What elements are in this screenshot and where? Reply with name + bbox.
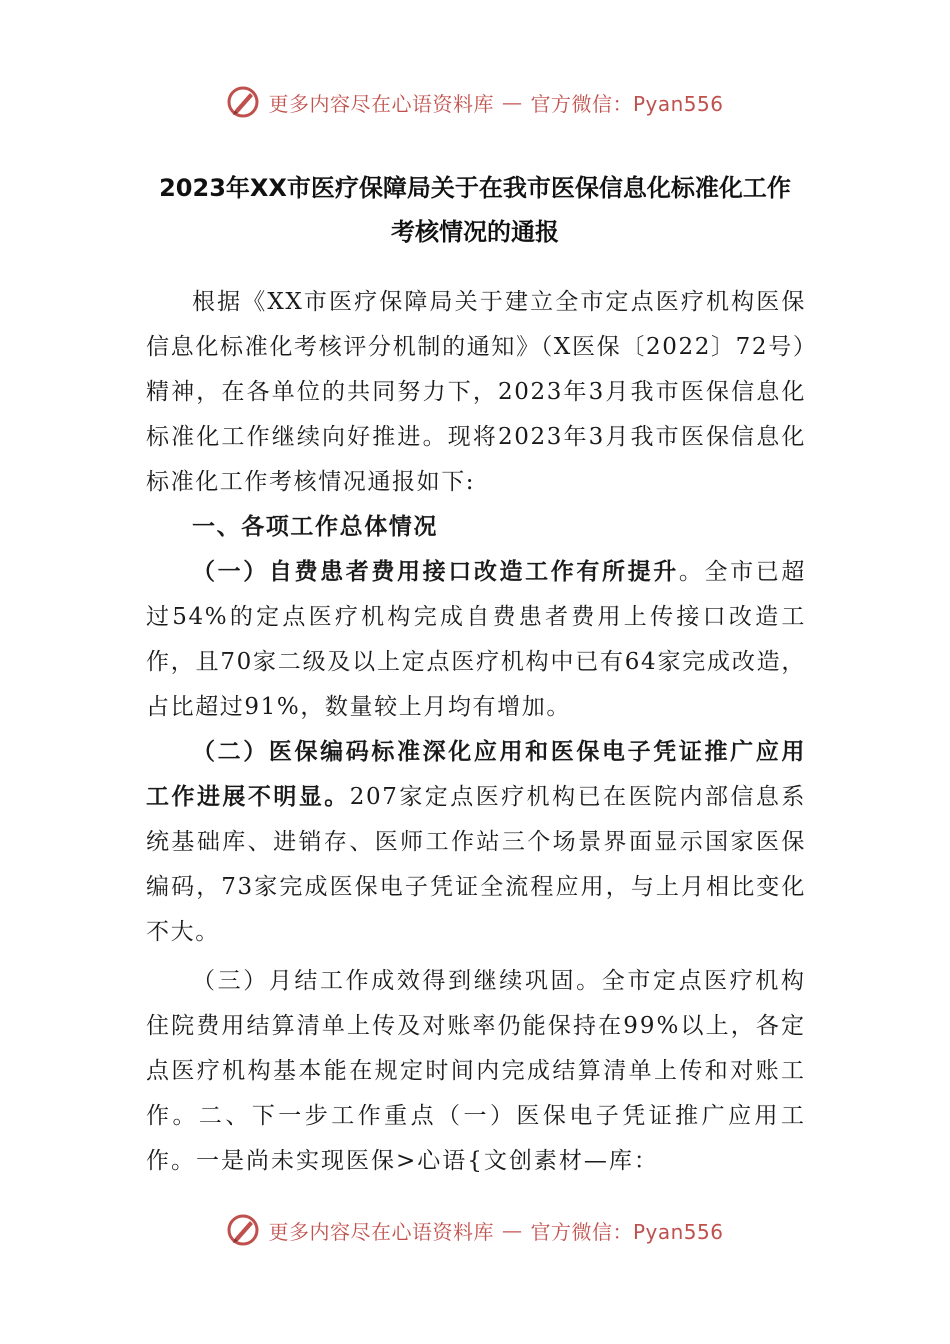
banner-site-name: 更多内容尽在心语资料库 <box>268 1219 494 1244</box>
banner-site-name: 更多内容尽在心语资料库 <box>268 91 494 116</box>
pen-logo-icon <box>226 85 260 119</box>
banner-separator: — <box>501 1218 523 1242</box>
banner-wechat: 官方微信：Pyan556 <box>530 91 724 116</box>
subsection-1-text: 。全市已超过54%的定点医疗机构完成自费患者费用上传接口改造工作，且70家二级及以上定点医疗机构中已有64家完成改造，占比超过91%，数量较上月均有增加。 <box>146 559 806 720</box>
subsection-2-lead: （二）医保编码标准深化应用和医保电子凭证推广应用工作进展不明显。 <box>146 739 806 810</box>
document-title <box>140 166 810 254</box>
subsection-2 <box>146 730 806 955</box>
footer-watermark-banner <box>0 1210 950 1250</box>
title-line-1: 2023年XX市医疗保障局关于在我市医保信息化标准化工作 <box>159 174 791 202</box>
title-line-2: 考核情况的通报 <box>391 218 559 246</box>
document-body <box>146 280 806 1184</box>
section-heading-1: 一、各项工作总体情况 <box>192 514 438 540</box>
banner-wechat: 官方微信：Pyan556 <box>530 1219 724 1244</box>
subsection-1 <box>146 550 806 730</box>
banner-separator: — <box>501 90 523 114</box>
subsection-3: （三）月结工作成效得到继续巩固。全市定点医疗机构住院费用结算清单上传及对账率仍能保持在99%以上，各定点医疗机构基本能在规定时间内完成结算清单上传和对账工作。二、下一步工作重点（一）医保电子凭证推广应用工作。一是尚未实现医保>心语{文创素材—库： <box>146 968 806 1174</box>
intro-paragraph: 根据《XX市医疗保障局关于建立全市定点医疗机构医保信息化标准化考核评分机制的通知》（X医保〔2022〕72号）精神，在各单位的共同努力下，2023年3月我市医保信息化标准化工作继续向好推进。现将2023年3月我市医保信息化标准化工作考核情况通报如下: <box>146 289 806 495</box>
header-watermark-banner <box>0 82 950 122</box>
pen-logo-icon <box>226 1213 260 1247</box>
subsection-2-text: 207家定点医疗机构已在医院内部信息系统基础库、进销存、医师工作站三个场景界面显示国家医保编码，73家完成医保电子凭证全流程应用，与上月相比变化不大。 <box>146 784 806 945</box>
subsection-1-lead: （一）自费患者费用接口改造工作有所提升 <box>192 559 679 585</box>
